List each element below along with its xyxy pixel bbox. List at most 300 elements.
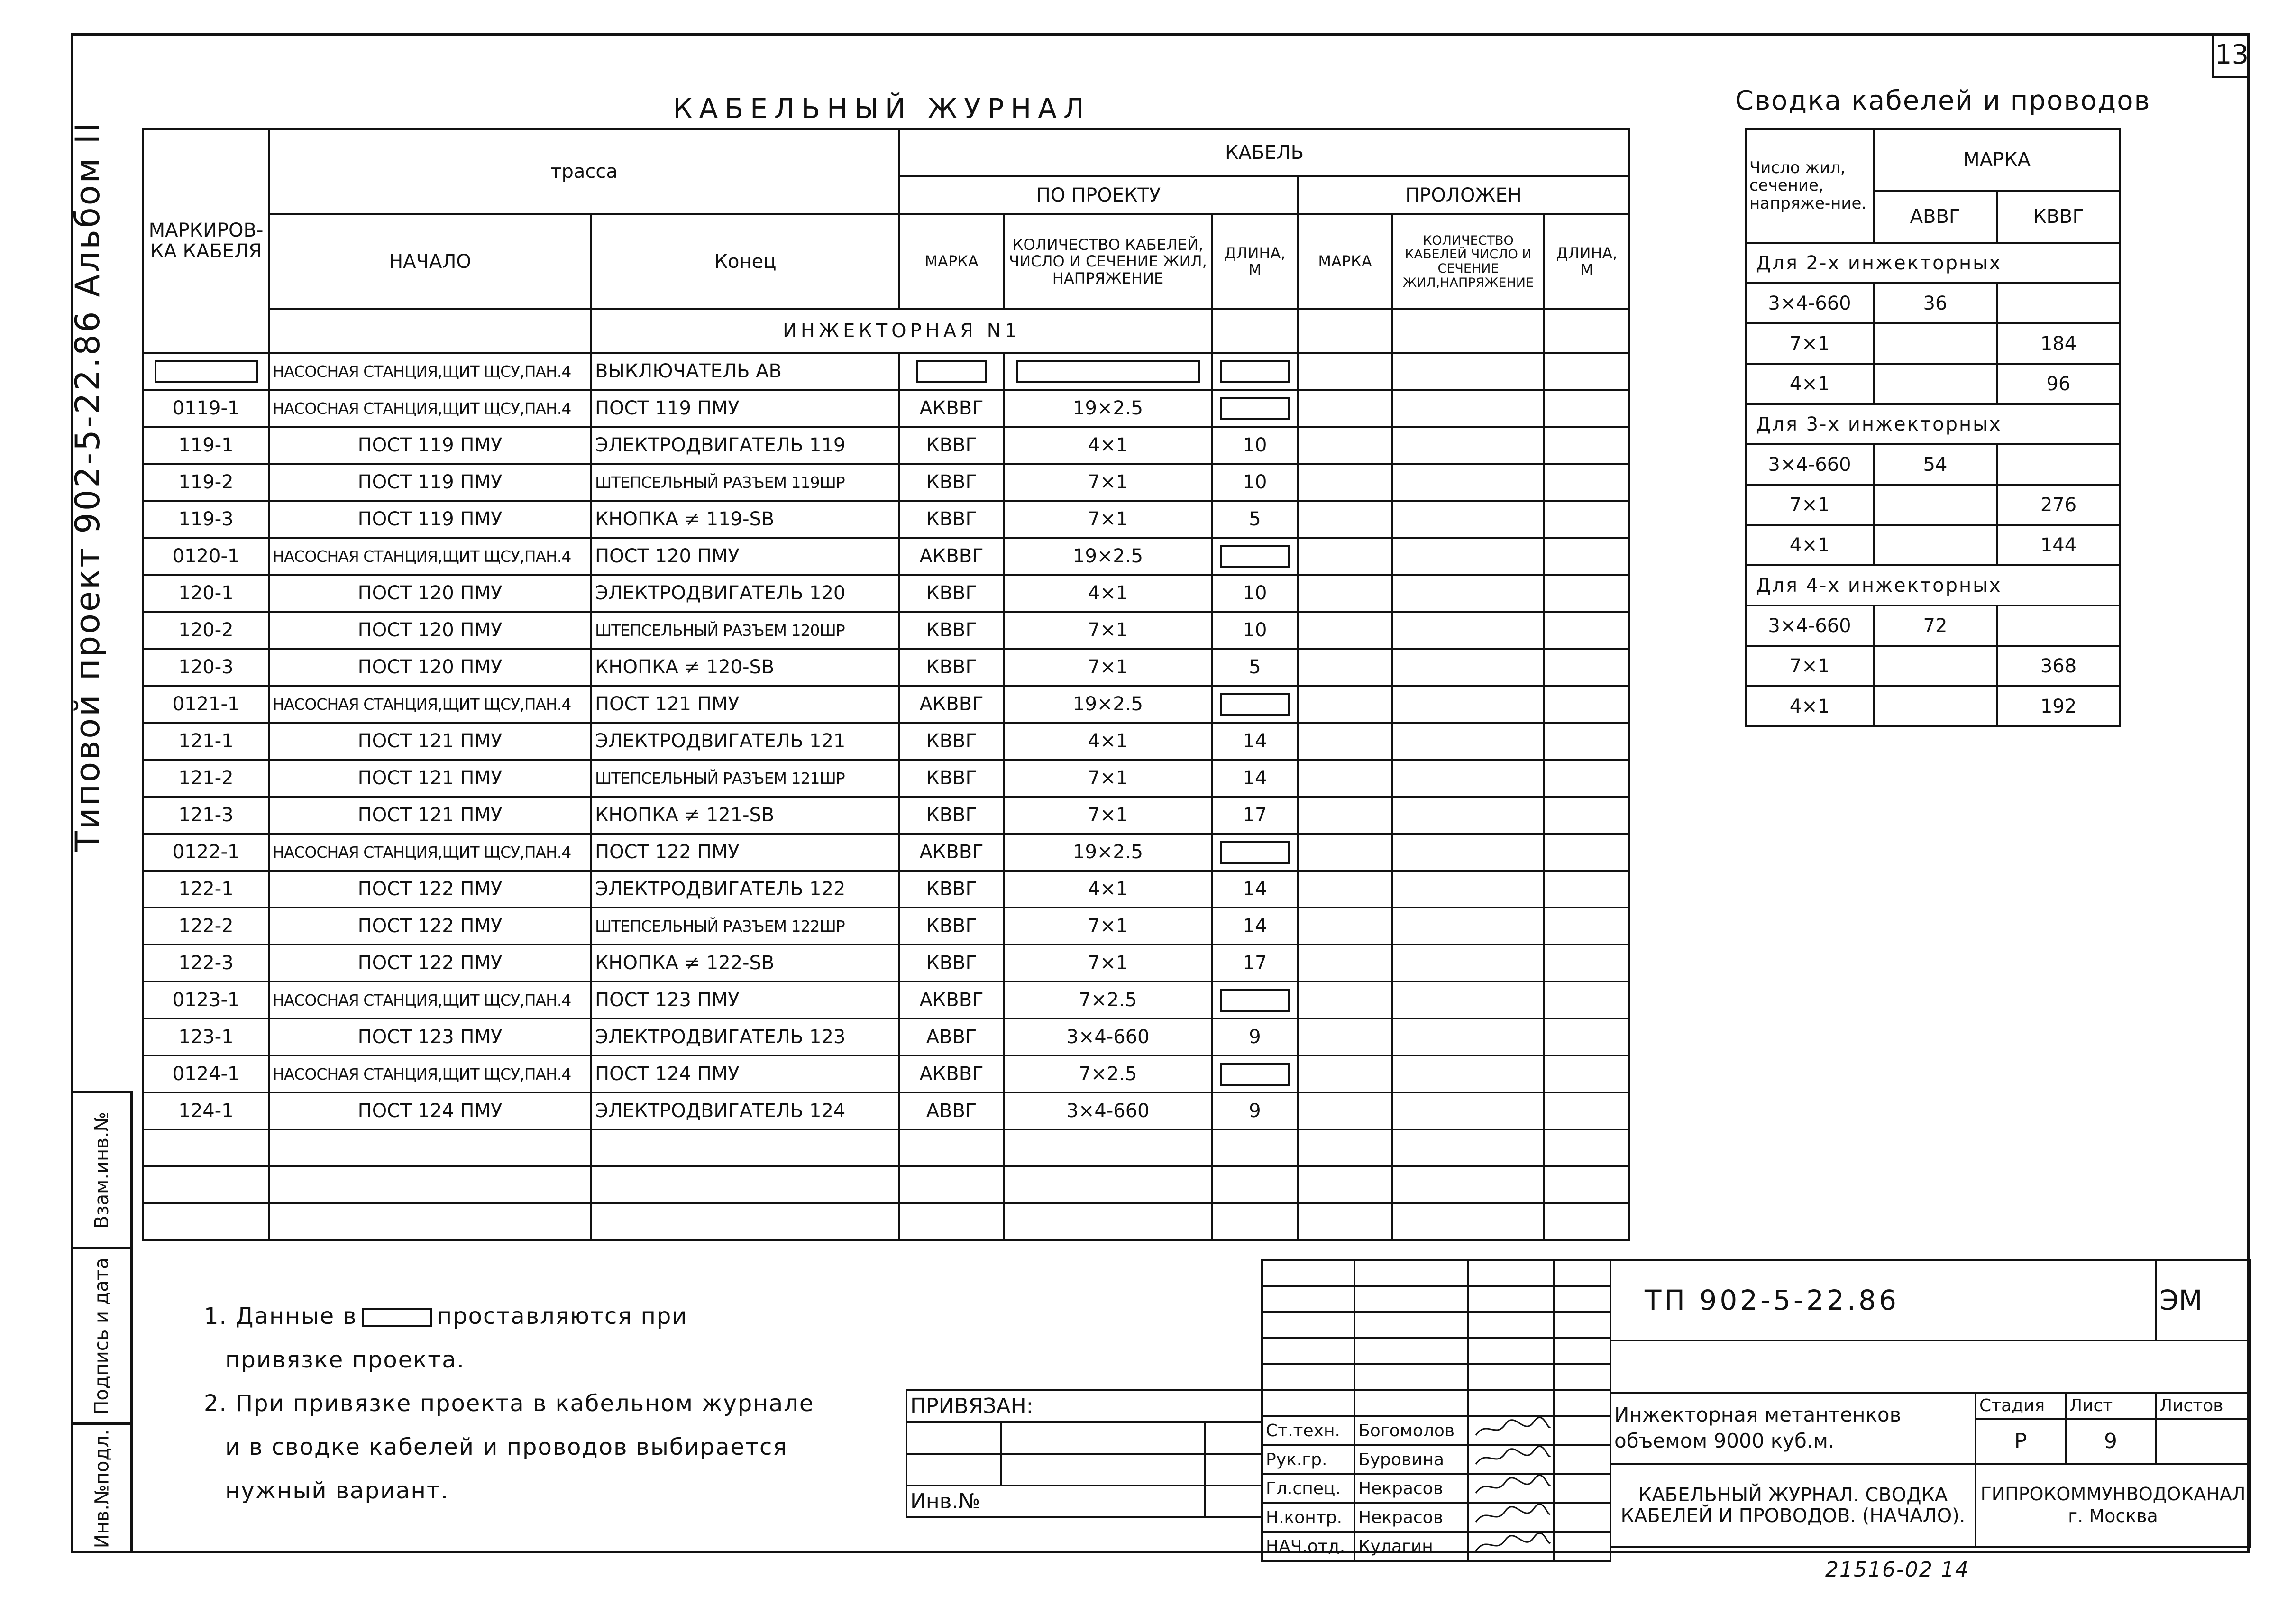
placeholder-box-icon — [1220, 1063, 1290, 1086]
doc-code: ТП 902-5-22.86 — [1610, 1260, 2156, 1340]
cell-end: ПОСТ 119 ПМУ — [591, 390, 899, 427]
organization: ГИПРОКОММУНВОДОКАНАЛ г. Москва — [1976, 1464, 2250, 1547]
cell-spec-laid — [1392, 1018, 1544, 1055]
signature-mark — [1468, 1445, 1554, 1474]
summary-row — [1746, 646, 2120, 686]
cell-start: ПОСТ 120 ПМУ — [269, 575, 591, 612]
cell-brand-laid — [1298, 908, 1392, 945]
cell-start: ПОСТ 120 ПМУ — [269, 649, 591, 686]
cell-brand: АКВВГ — [899, 1055, 1004, 1092]
signature-scribble-icon — [1472, 1446, 1553, 1469]
cell-mark: 122-3 — [143, 945, 269, 982]
cell-len-laid — [1544, 1092, 1629, 1129]
cell-start: ПОСТ 122 ПМУ — [269, 908, 591, 945]
table-row — [143, 353, 1629, 390]
cell-len-laid — [1544, 871, 1629, 908]
summary-head-spec: Число жил, сечение, напряже-ние. — [1746, 129, 1874, 243]
cell-brand: АКВВГ — [899, 686, 1004, 723]
header-end: Конец — [591, 214, 899, 309]
object-name: Инжекторная метантенков объемом 9000 куб.м. — [1610, 1393, 1976, 1464]
summary-cell-b — [1997, 444, 2120, 485]
cell-end: ЭЛЕКТРОДВИГАТЕЛЬ 122 — [591, 871, 899, 908]
cable-journal-table — [142, 128, 1630, 1241]
placeholder-box-icon — [1220, 841, 1290, 864]
header-brand: МАРКА — [899, 214, 1004, 309]
cell-len — [1212, 390, 1298, 427]
cell-spec-laid — [1392, 723, 1544, 760]
cell-spec: 7×1 — [1004, 612, 1212, 649]
cell-spec: 3×4-660 — [1004, 1018, 1212, 1055]
cell-brand-laid — [1298, 760, 1392, 797]
linked-block — [906, 1389, 1263, 1518]
section-title: ИНЖЕКТОРНАЯ N1 — [591, 309, 1212, 353]
cell-mark: 120-2 — [143, 612, 269, 649]
cell-brand-laid — [1298, 797, 1392, 834]
cell-brand — [899, 353, 1004, 390]
summary-head-brand: МАРКА — [1874, 129, 2120, 191]
summary-cell-a — [1874, 686, 1997, 726]
cell-end: ПОСТ 122 ПМУ — [591, 834, 899, 871]
cell-brand: КВВГ — [899, 797, 1004, 834]
cell-spec: 19×2.5 — [1004, 686, 1212, 723]
cell-spec: 4×1 — [1004, 575, 1212, 612]
cell-brand: АВВГ — [899, 1092, 1004, 1129]
header-length-laid: ДЛИНА, М — [1544, 214, 1629, 309]
note-1: 1. Данные в проставляются при — [204, 1303, 688, 1330]
cell-len: 5 — [1212, 649, 1298, 686]
summary-row — [1746, 525, 2120, 565]
cell-brand: КВВГ — [899, 501, 1004, 538]
table-row-empty — [143, 1166, 1629, 1203]
cell-brand: КВВГ — [899, 427, 1004, 464]
cell-brand: КВВГ — [899, 649, 1004, 686]
signature-row — [1262, 1474, 1610, 1503]
cell-start: НАСОСНАЯ СТАНЦИЯ,ЩИТ ЩСУ,ПАН.4 — [269, 390, 591, 427]
cell-start: ПОСТ 123 ПМУ — [269, 1018, 591, 1055]
vertical-title-text: Типовой проект 902-5-22.86 Альбом II — [68, 120, 107, 852]
summary-group-label: Для 4-х инжекторных — [1746, 565, 2120, 606]
summary-group-row — [1746, 404, 2120, 444]
cell-spec-laid — [1392, 612, 1544, 649]
summary-cell-b: 276 — [1997, 485, 2120, 525]
cell-len-laid — [1544, 649, 1629, 686]
cell-spec-laid — [1392, 353, 1544, 390]
cell-spec — [1004, 353, 1212, 390]
signature-role: Н.контр. — [1262, 1503, 1354, 1532]
table-row — [143, 575, 1629, 612]
cell-spec-laid — [1392, 945, 1544, 982]
summary-cell-spec: 3×4-660 — [1746, 444, 1874, 485]
cell-len-laid — [1544, 575, 1629, 612]
cell-start: НАСОСНАЯ СТАНЦИЯ,ЩИТ ЩСУ,ПАН.4 — [269, 834, 591, 871]
placeholder-box-icon — [1220, 545, 1290, 568]
cell-end: ЭЛЕКТРОДВИГАТЕЛЬ 124 — [591, 1092, 899, 1129]
signature-row — [1262, 1445, 1610, 1474]
summary-cell-b — [1997, 606, 2120, 646]
cell-len: 5 — [1212, 501, 1298, 538]
section-code: ЭМ — [2156, 1260, 2250, 1340]
summary-group-label: Для 2-х инжекторных — [1746, 243, 2120, 283]
cell-brand-laid — [1298, 501, 1392, 538]
cell-spec-laid — [1392, 760, 1544, 797]
sheet-number: 13 — [2212, 33, 2250, 78]
signature-name: Богомолов — [1354, 1416, 1468, 1445]
cell-mark: 119-3 — [143, 501, 269, 538]
summary-row — [1746, 364, 2120, 404]
cell-start: НАСОСНАЯ СТАНЦИЯ,ЩИТ ЩСУ,ПАН.4 — [269, 353, 591, 390]
cell-end: ПОСТ 124 ПМУ — [591, 1055, 899, 1092]
summary-cell-a: 54 — [1874, 444, 1997, 485]
sheet-label: Лист — [2066, 1393, 2156, 1419]
cell-spec-laid — [1392, 501, 1544, 538]
cell-start: ПОСТ 121 ПМУ — [269, 760, 591, 797]
cell-len-laid — [1544, 686, 1629, 723]
cell-len-laid — [1544, 612, 1629, 649]
signature-name: Некрасов — [1354, 1503, 1468, 1532]
signature-role: НАЧ.отд. — [1262, 1532, 1354, 1561]
cell-len: 10 — [1212, 464, 1298, 501]
cell-len — [1212, 982, 1298, 1018]
signature-name: Буровина — [1354, 1445, 1468, 1474]
journal-title: КАБЕЛЬНЫЙ ЖУРНАЛ — [673, 92, 1091, 125]
cell-mark: 0121-1 — [143, 686, 269, 723]
cell-start: ПОСТ 124 ПМУ — [269, 1092, 591, 1129]
signature-scribble-icon — [1472, 1533, 1553, 1556]
table-row — [143, 464, 1629, 501]
summary-cell-spec: 4×1 — [1746, 364, 1874, 404]
summary-cell-b: 368 — [1997, 646, 2120, 686]
cell-mark: 124-1 — [143, 1092, 269, 1129]
cell-brand-laid — [1298, 390, 1392, 427]
header-length: ДЛИНА, М — [1212, 214, 1298, 309]
cell-end: КНОПКА ≠ 122-SB — [591, 945, 899, 982]
cell-mark: 119-2 — [143, 464, 269, 501]
table-row — [143, 501, 1629, 538]
cell-brand-laid — [1298, 686, 1392, 723]
cell-brand-laid — [1298, 982, 1392, 1018]
cell-start: ПОСТ 121 ПМУ — [269, 797, 591, 834]
cell-len: 17 — [1212, 945, 1298, 982]
placeholder-box-icon — [1220, 397, 1290, 420]
cell-len: 14 — [1212, 871, 1298, 908]
placeholder-box-icon — [1220, 693, 1290, 716]
header-brand-laid: МАРКА — [1298, 214, 1392, 309]
cell-mark: 0124-1 — [143, 1055, 269, 1092]
cell-len: 14 — [1212, 760, 1298, 797]
signature-row — [1262, 1532, 1610, 1561]
cell-spec: 4×1 — [1004, 871, 1212, 908]
cell-mark: 120-1 — [143, 575, 269, 612]
header-by-project: ПО ПРОЕКТУ — [899, 176, 1298, 214]
signature-mark — [1468, 1503, 1554, 1532]
cell-brand-laid — [1298, 1055, 1392, 1092]
header-marking: МАРКИРОВ-КА КАБЕЛЯ — [143, 129, 269, 353]
summary-cell-spec: 3×4-660 — [1746, 606, 1874, 646]
cell-brand: АКВВГ — [899, 834, 1004, 871]
cell-spec: 19×2.5 — [1004, 834, 1212, 871]
summary-cell-a — [1874, 485, 1997, 525]
summary-group-label: Для 3-х инжекторных — [1746, 404, 2120, 444]
table-row — [143, 1018, 1629, 1055]
cell-brand: КВВГ — [899, 464, 1004, 501]
signature-row — [1262, 1503, 1610, 1532]
signature-role: Ст.техн. — [1262, 1416, 1354, 1445]
summary-cell-spec: 3×4-660 — [1746, 283, 1874, 323]
cell-brand: КВВГ — [899, 871, 1004, 908]
table-row-empty — [143, 1203, 1629, 1240]
cell-start: ПОСТ 120 ПМУ — [269, 612, 591, 649]
cell-end: ШТЕПСЕЛЬНЫЙ РАЗЪЕМ 120ШР — [591, 612, 899, 649]
cell-brand-laid — [1298, 649, 1392, 686]
table-row — [143, 1055, 1629, 1092]
summary-row — [1746, 485, 2120, 525]
summary-cell-b: 96 — [1997, 364, 2120, 404]
cell-mark: 121-2 — [143, 760, 269, 797]
cell-spec: 4×1 — [1004, 723, 1212, 760]
cell-brand: КВВГ — [899, 945, 1004, 982]
cell-len: 9 — [1212, 1018, 1298, 1055]
summary-row — [1746, 686, 2120, 726]
cell-brand-laid — [1298, 1018, 1392, 1055]
summary-row — [1746, 283, 2120, 323]
cell-mark: 0123-1 — [143, 982, 269, 1018]
summary-cell-a — [1874, 525, 1997, 565]
summary-cell-spec: 4×1 — [1746, 525, 1874, 565]
stage-value: Р — [1976, 1419, 2066, 1464]
table-row — [143, 686, 1629, 723]
cell-start: ПОСТ 121 ПМУ — [269, 723, 591, 760]
summary-table — [1745, 128, 2121, 727]
table-row — [143, 797, 1629, 834]
table-row — [143, 945, 1629, 982]
note-2: 2. При привязке проекта в кабельном журнале — [204, 1390, 814, 1417]
cell-mark: 0120-1 — [143, 538, 269, 575]
cell-len-laid — [1544, 945, 1629, 982]
cell-spec: 7×1 — [1004, 649, 1212, 686]
cell-spec-laid — [1392, 908, 1544, 945]
cell-len: 14 — [1212, 723, 1298, 760]
notes — [204, 1294, 814, 1513]
cell-spec-laid — [1392, 871, 1544, 908]
cell-spec-laid — [1392, 834, 1544, 871]
cell-end: ШТЕПСЕЛЬНЫЙ РАЗЪЕМ 122ШР — [591, 908, 899, 945]
cell-end: КНОПКА ≠ 120-SB — [591, 649, 899, 686]
cell-len — [1212, 538, 1298, 575]
cell-start: НАСОСНАЯ СТАНЦИЯ,ЩИТ ЩСУ,ПАН.4 — [269, 538, 591, 575]
table-row — [143, 871, 1629, 908]
cell-start: ПОСТ 119 ПМУ — [269, 427, 591, 464]
cell-len-laid — [1544, 538, 1629, 575]
header-laid: ПРОЛОЖЕН — [1298, 176, 1629, 214]
cell-brand-laid — [1298, 538, 1392, 575]
cell-mark: 121-1 — [143, 723, 269, 760]
cell-len-laid — [1544, 797, 1629, 834]
header-count-project: КОЛИЧЕСТВО КАБЕЛЕЙ, ЧИСЛО И СЕЧЕНИЕ ЖИЛ, НАПРЯЖЕНИЕ — [1004, 214, 1212, 309]
cell-end: ЭЛЕКТРОДВИГАТЕЛЬ 119 — [591, 427, 899, 464]
cell-spec-laid — [1392, 1055, 1544, 1092]
cell-brand-laid — [1298, 945, 1392, 982]
cell-spec: 7×1 — [1004, 501, 1212, 538]
cell-mark: 121-3 — [143, 797, 269, 834]
cell-end: ШТЕПСЕЛЬНЫЙ РАЗЪЕМ 121ШР — [591, 760, 899, 797]
cell-len-laid — [1544, 982, 1629, 1018]
side-stamp-replace: Взам.инв.№ — [71, 1091, 133, 1247]
summary-cell-a — [1874, 364, 1997, 404]
cell-spec-laid — [1392, 649, 1544, 686]
cell-end: ПОСТ 120 ПМУ — [591, 538, 899, 575]
cell-spec: 19×2.5 — [1004, 538, 1212, 575]
cell-spec-laid — [1392, 575, 1544, 612]
table-row — [143, 834, 1629, 871]
table-row — [143, 538, 1629, 575]
cell-spec-laid — [1392, 464, 1544, 501]
cell-brand-laid — [1298, 575, 1392, 612]
signature-row — [1262, 1416, 1610, 1445]
cell-len-laid — [1544, 723, 1629, 760]
header-start: НАЧАЛО — [269, 214, 591, 309]
cell-spec: 7×1 — [1004, 760, 1212, 797]
cell-len-laid — [1544, 390, 1629, 427]
cell-len: 17 — [1212, 797, 1298, 834]
cell-len-laid — [1544, 908, 1629, 945]
cell-start: ПОСТ 119 ПМУ — [269, 464, 591, 501]
summary-cell-spec: 4×1 — [1746, 686, 1874, 726]
table-row — [143, 723, 1629, 760]
table-row — [143, 982, 1629, 1018]
cell-end: ВЫКЛЮЧАТЕЛЬ АВ — [591, 353, 899, 390]
cell-len-laid — [1544, 1055, 1629, 1092]
cell-mark: 122-2 — [143, 908, 269, 945]
cell-spec: 7×1 — [1004, 945, 1212, 982]
linked-inv: Инв.№ — [906, 1486, 1205, 1517]
cell-len: 14 — [1212, 908, 1298, 945]
cell-len — [1212, 353, 1298, 390]
cell-brand: КВВГ — [899, 612, 1004, 649]
note-2-cont-2: нужный вариант. — [225, 1477, 449, 1504]
cell-brand-laid — [1298, 1092, 1392, 1129]
summary-cell-a — [1874, 323, 1997, 364]
cell-len-laid — [1544, 353, 1629, 390]
cell-end: ПОСТ 121 ПМУ — [591, 686, 899, 723]
cell-brand: КВВГ — [899, 723, 1004, 760]
placeholder-box-icon — [362, 1308, 432, 1327]
cell-spec: 7×1 — [1004, 797, 1212, 834]
summary-cell-spec: 7×1 — [1746, 646, 1874, 686]
cell-len-laid — [1544, 501, 1629, 538]
cell-spec-laid — [1392, 982, 1544, 1018]
cell-start: НАСОСНАЯ СТАНЦИЯ,ЩИТ ЩСУ,ПАН.4 — [269, 1055, 591, 1092]
summary-cell-b: 184 — [1997, 323, 2120, 364]
side-stamp — [71, 1091, 133, 1553]
note-2-cont: и в сводке кабелей и проводов выбирается — [225, 1434, 788, 1460]
summary-group-row — [1746, 243, 2120, 283]
table-row-empty — [143, 1129, 1629, 1166]
section-empty-len — [1212, 309, 1298, 353]
summary-row — [1746, 606, 2120, 646]
summary-row — [1746, 444, 2120, 485]
side-stamp-inv: Инв.№подл. — [71, 1422, 133, 1553]
cell-len: 9 — [1212, 1092, 1298, 1129]
header-count-laid: КОЛИЧЕСТВО КАБЕЛЕЙ ЧИСЛО И СЕЧЕНИЕ ЖИЛ,НАПРЯЖЕНИЕ — [1392, 214, 1544, 309]
table-row — [143, 612, 1629, 649]
cell-end: ЭЛЕКТРОДВИГАТЕЛЬ 123 — [591, 1018, 899, 1055]
cell-start: ПОСТ 122 ПМУ — [269, 945, 591, 982]
cell-spec: 3×4-660 — [1004, 1092, 1212, 1129]
signature-name: Кулагин — [1354, 1532, 1468, 1561]
cell-spec: 7×1 — [1004, 908, 1212, 945]
cell-len: 10 — [1212, 575, 1298, 612]
section-empty-start — [269, 309, 591, 353]
header-route: трасса — [269, 129, 899, 214]
signature-mark — [1468, 1532, 1554, 1561]
stage-label: Стадия — [1976, 1393, 2066, 1419]
cell-len-laid — [1544, 427, 1629, 464]
cell-spec-laid — [1392, 538, 1544, 575]
cell-len — [1212, 686, 1298, 723]
signature-mark — [1468, 1416, 1554, 1445]
note-1-cont: привязке проекта. — [225, 1347, 465, 1373]
cell-brand: АВВГ — [899, 1018, 1004, 1055]
cell-brand: КВВГ — [899, 908, 1004, 945]
cell-len-laid — [1544, 760, 1629, 797]
cell-end: ЭЛЕКТРОДВИГАТЕЛЬ 121 — [591, 723, 899, 760]
cell-len: 10 — [1212, 427, 1298, 464]
summary-head-kvvg: КВВГ — [1997, 191, 2120, 243]
sheets-label: Листов — [2156, 1393, 2250, 1419]
cell-end: ШТЕПСЕЛЬНЫЙ РАЗЪЕМ 119ШР — [591, 464, 899, 501]
header-cable: КАБЕЛЬ — [899, 129, 1629, 176]
cell-brand-laid — [1298, 723, 1392, 760]
summary-row — [1746, 323, 2120, 364]
table-row — [143, 908, 1629, 945]
cell-len-laid — [1544, 464, 1629, 501]
summary-group-row — [1746, 565, 2120, 606]
cell-len-laid — [1544, 1018, 1629, 1055]
title-block — [1610, 1259, 2251, 1548]
signature-block — [1261, 1259, 1611, 1562]
placeholder-box-icon — [1220, 360, 1290, 383]
table-row — [143, 649, 1629, 686]
cell-len — [1212, 1055, 1298, 1092]
placeholder-box-icon — [916, 360, 987, 383]
cell-mark: 0122-1 — [143, 834, 269, 871]
summary-cell-b: 192 — [1997, 686, 2120, 726]
cell-brand: КВВГ — [899, 575, 1004, 612]
cell-spec-laid — [1392, 797, 1544, 834]
cell-start: ПОСТ 122 ПМУ — [269, 871, 591, 908]
signature-role: Гл.спец. — [1262, 1474, 1354, 1503]
cell-spec-laid — [1392, 686, 1544, 723]
cell-brand-laid — [1298, 427, 1392, 464]
table-row — [143, 427, 1629, 464]
cell-mark — [143, 353, 269, 390]
cell-spec: 7×2.5 — [1004, 1055, 1212, 1092]
vertical-title — [62, 95, 114, 877]
cell-end: КНОПКА ≠ 119-SB — [591, 501, 899, 538]
cell-start: ПОСТ 119 ПМУ — [269, 501, 591, 538]
cell-brand-laid — [1298, 871, 1392, 908]
placeholder-box-icon — [1016, 360, 1200, 383]
cell-spec-laid — [1392, 390, 1544, 427]
side-stamp-signature: Подпись и дата — [71, 1247, 133, 1422]
cell-end: ЭЛЕКТРОДВИГАТЕЛЬ 120 — [591, 575, 899, 612]
cell-spec: 7×1 — [1004, 464, 1212, 501]
cell-mark: 0119-1 — [143, 390, 269, 427]
table-row — [143, 390, 1629, 427]
cell-brand: АКВВГ — [899, 538, 1004, 575]
cell-spec: 19×2.5 — [1004, 390, 1212, 427]
cell-spec-laid — [1392, 1092, 1544, 1129]
